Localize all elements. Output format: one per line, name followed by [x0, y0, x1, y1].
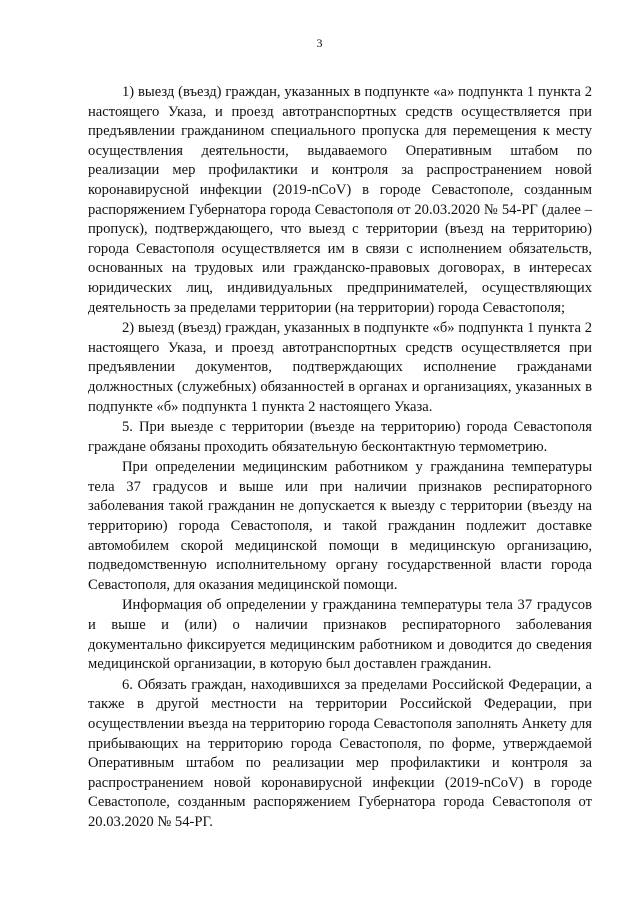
paragraph-temperature-procedure: При определении медицинским работником у гражданина температуры тела 37 градусов и выше или при наличии признаков респираторного заболевания такой гражданин не допускается к выезду с территории (въезду на территорию) города Севастополя, и такой гражданин подлежит доставке автомобилем скорой медицинской помощи в медицинскую организацию, подведомственную исполнительному органу государственной власти города Севастополя, для оказания медицинской помощи.	[88, 459, 592, 593]
document-body	[88, 83, 592, 833]
paragraph-arrival-questionnaire: 6. Обязать граждан, находившихся за пределами Российской Федерации, а также в другой местности на территории Российской Федерации, при осуществлении въезда на территорию города Севастополя заполнять Анкету для прибывающих на территорию города Севастополя, по форме, утверждаемой Оперативным штабом по реализации мер профилактики и контроля за распространением новой коронавирусной инфекции (2019-nCoV) в городе Севастополе, созданным распоряжением Губернатора города Севастополя от 20.03.2020 № 54-РГ.	[88, 676, 592, 830]
paragraph-thermometry: 5. При выезде с территории (въезде на территорию) города Севастополя граждане обязаны проходить обязательную бесконтактную термометрию.	[88, 419, 592, 455]
paragraph-exit-entry-officials: 2) выезд (въезд) граждан, указанных в подпункте «б» подпункта 1 пункта 2 настоящего Указа, и проезд автотранспортных средств осуществляется при предъявлении документов, подтверждающих исполнение гражданами должностных (служебных) обязанностей в органах и организациях, указанных в подпункте «б» подпункта 1 пункта 2 настоящего Указа.	[88, 320, 592, 415]
paragraph-temperature-recording: Информация об определении у гражданина температуры тела 37 градусов и выше и (или) о наличии признаков респираторного заболевания документально фиксируется медицинским работником и доводится до сведения медицинской организации, в которую был доставлен гражданин.	[88, 597, 592, 673]
paragraph-exit-entry-pass: 1) выезд (въезд) граждан, указанных в подпункте «а» подпункта 1 пункта 2 настоящего Указа, и проезд автотранспортных средств осуществляется при предъявлении гражданином специального пропуска для перемещения к месту осуществления деятельности, выдаваемого Оперативным штабом по реализации мер профилактики и контроля за распространением новой коронавирусной инфекции (2019-nCoV) в городе Севастополе, созданным распоряжением Губернатора города Севастополя от 20.03.2020 № 54-РГ (далее – пропуск), подтверждающего, что выезд с территории (въезд на территорию) города Севастополя осуществляется им в связи с исполнением обязательств, основанных на трудовых или гражданско-правовых договорах, в интересах юридических лиц, индивидуальных предпринимателей, осуществляющих деятельность за пределами территории (на территории) города Севастополя;	[88, 84, 592, 316]
page-number: 3	[316, 36, 323, 50]
